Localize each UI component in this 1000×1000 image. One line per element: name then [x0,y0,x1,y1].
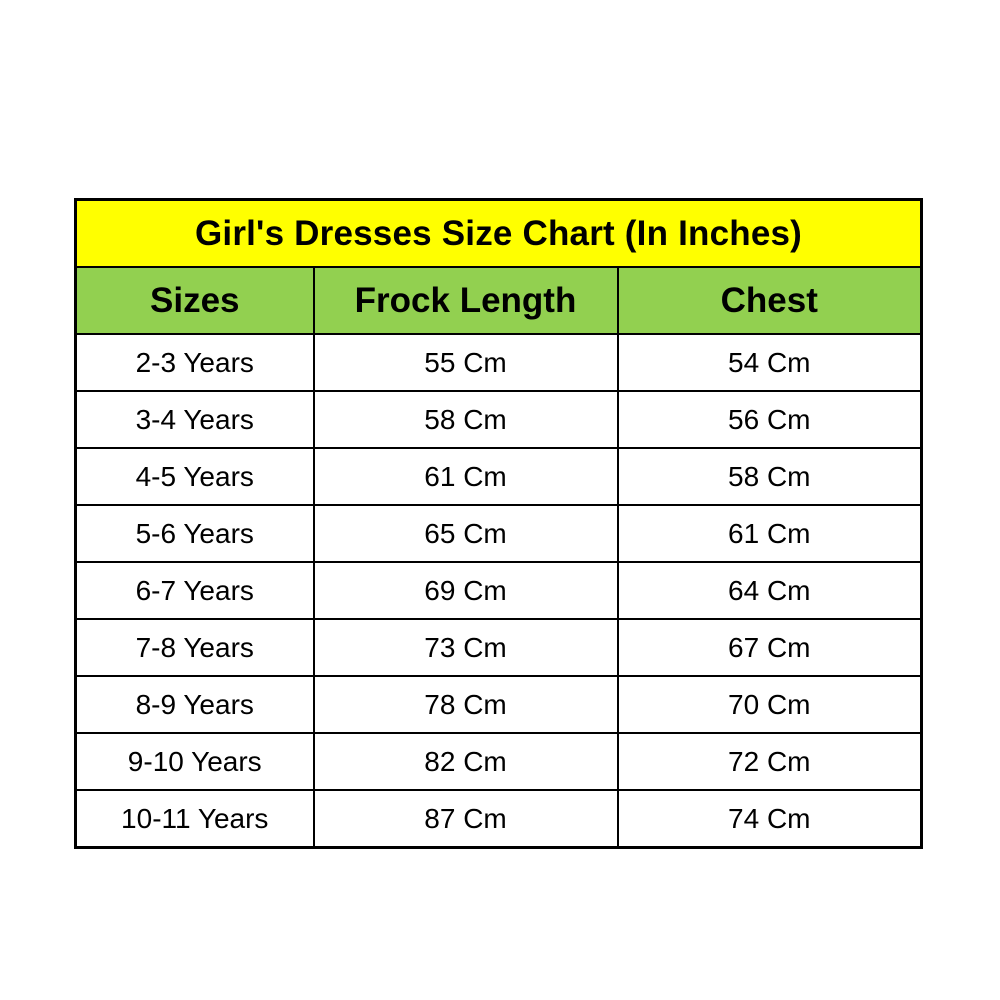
cell-size: 5-6 Years [76,505,314,562]
cell-chest: 61 Cm [618,505,922,562]
cell-frock-length: 82 Cm [314,733,618,790]
cell-chest: 70 Cm [618,676,922,733]
cell-size: 2-3 Years [76,334,314,391]
cell-size: 8-9 Years [76,676,314,733]
size-chart-container [74,198,920,834]
table-row [76,733,922,790]
cell-size: 7-8 Years [76,619,314,676]
column-header-chest: Chest [618,267,922,334]
cell-chest: 54 Cm [618,334,922,391]
cell-frock-length: 55 Cm [314,334,618,391]
table-row [76,505,922,562]
table-row [76,562,922,619]
table-header-row [76,267,922,334]
column-header-frock-length: Frock Length [314,267,618,334]
size-chart-table [74,198,923,849]
cell-chest: 56 Cm [618,391,922,448]
table-row [76,790,922,848]
cell-frock-length: 58 Cm [314,391,618,448]
cell-size: 6-7 Years [76,562,314,619]
column-header-sizes: Sizes [76,267,314,334]
cell-size: 10-11 Years [76,790,314,848]
cell-frock-length: 65 Cm [314,505,618,562]
cell-chest: 67 Cm [618,619,922,676]
table-row [76,334,922,391]
cell-frock-length: 61 Cm [314,448,618,505]
cell-chest: 58 Cm [618,448,922,505]
table-row [76,448,922,505]
cell-size: 4-5 Years [76,448,314,505]
chart-title: Girl's Dresses Size Chart (In Inches) [76,200,922,268]
cell-frock-length: 87 Cm [314,790,618,848]
cell-frock-length: 73 Cm [314,619,618,676]
cell-frock-length: 69 Cm [314,562,618,619]
cell-chest: 72 Cm [618,733,922,790]
cell-size: 9-10 Years [76,733,314,790]
cell-frock-length: 78 Cm [314,676,618,733]
cell-chest: 74 Cm [618,790,922,848]
table-row [76,391,922,448]
table-row [76,619,922,676]
table-row [76,676,922,733]
cell-size: 3-4 Years [76,391,314,448]
cell-chest: 64 Cm [618,562,922,619]
table-title-row [76,200,922,268]
